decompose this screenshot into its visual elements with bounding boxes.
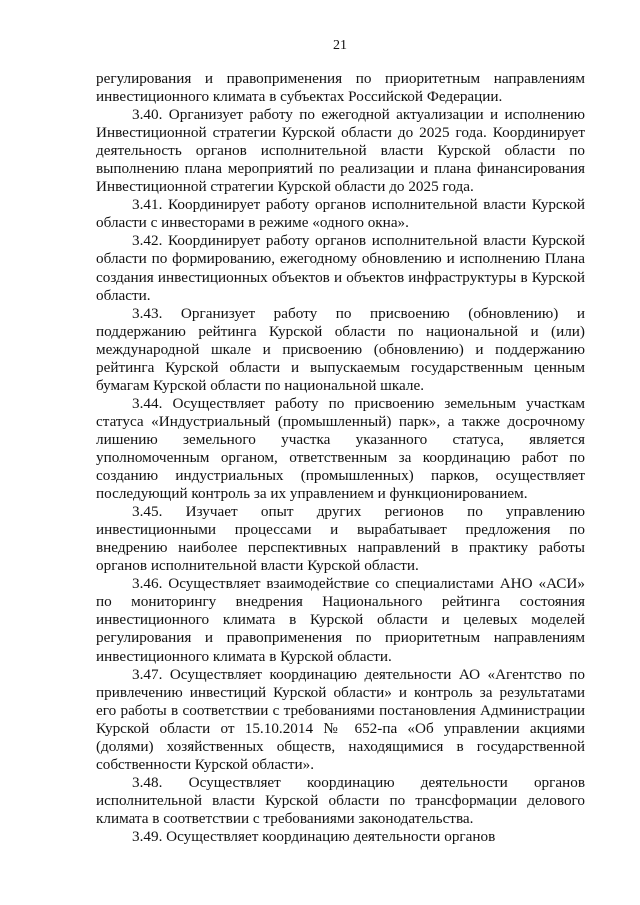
paragraph-3-49: 3.49. Осуществляет координацию деятельности органов bbox=[132, 827, 496, 845]
paragraph-3-46: 3.46. Осуществляет взаимодействие со специалистами АНО «АСИ» по мониторингу внедрения Национального рейтинга состояния инвестиционного климата в Курской области и целевых моделей регулирования и правоприменения по приоритетным направлениям инвестиционного климата в Курской области. bbox=[96, 575, 585, 665]
paragraph-3-47: 3.47. Осуществляет координацию деятельности АО «Агентство по привлечению инвестиций Курской области» и контроль за результатами его работы в соответствии с требованиями постановления Администрации Курской области от 15.10.2014 № 652-па «Об управлении акциями (долями) хозяйственных обществ, находящимися в государственной собственности Курской области». bbox=[96, 665, 585, 773]
paragraph-3-45: 3.45. Изучает опыт других регионов по управлению инвестиционными процессами и вырабатывает предложения по внедрению наиболее перспективных направлений в практику работы органов исполнительной власти Курской области. bbox=[96, 503, 585, 575]
paragraph-3-44: 3.44. Осуществляет работу по присвоению земельным участкам статуса «Индустриальный (промышленный) парк», а также досрочному лишению земельного участка указанного статуса, является уполномоченным органом, ответственным за координацию работ по созданию индустриальных (промышленных) парков, осуществляет последующий контроль за их управлением и функционированием. bbox=[96, 394, 585, 503]
page-number: 21 bbox=[333, 38, 347, 53]
paragraph-3-41: 3.41. Координирует работу органов исполнительной власти Курской области с инвесторами в режиме «одного окна». bbox=[96, 196, 585, 232]
paragraph-3-40: 3.40. Организует работу по ежегодной актуализации и исполнению Инвестиционной стратегии Курской области до 2025 года. Координирует деятельность органов исполнительной власти Курской области по выполнению плана мероприятий по реализации и плана финансирования Инвестиционной стратегии Курской области до 2025 года. bbox=[96, 106, 585, 196]
paragraph-3-43: 3.43. Организует работу по присвоению (обновлению) и поддержанию рейтинга Курской области по национальной и (или) международной шкале и присвоению (обновлению) и поддержанию рейтинга Курской области и выпускаемым государственным ценным бумагам Курской области по национальной шкале. bbox=[96, 304, 585, 394]
paragraph-3-48: 3.48. Осуществляет координацию деятельности органов исполнительной власти Курской области по трансформации делового климата в соответствии с требованиями законодательства. bbox=[96, 773, 585, 827]
paragraph-continuation: регулирования и правоприменения по приоритетным направлениям инвестиционного климата в субъектах Российской Федерации. bbox=[96, 70, 585, 106]
paragraph-3-42: 3.42. Координирует работу органов исполнительной власти Курской области по формированию, ежегодному обновлению и исполнению Плана создания инвестиционных объектов и объектов инфраструктуры в Курской области. bbox=[96, 232, 585, 304]
document-body bbox=[96, 70, 585, 846]
